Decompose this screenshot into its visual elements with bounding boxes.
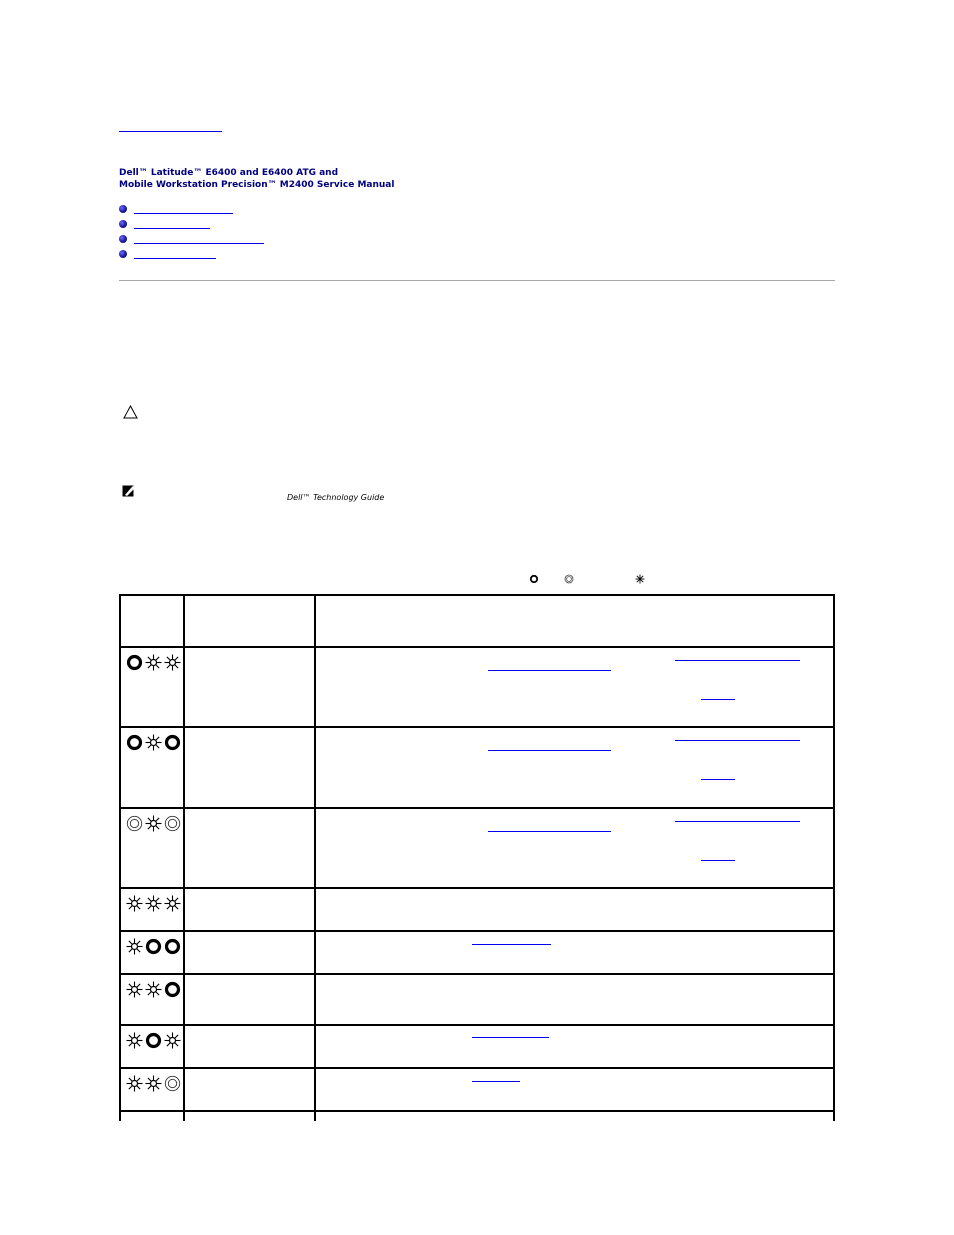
problem-cell xyxy=(184,727,315,808)
problem-cell xyxy=(184,1111,315,1121)
light-blinking-icon xyxy=(126,895,143,912)
resolution-cell xyxy=(315,931,834,974)
light-on-icon xyxy=(164,1075,181,1092)
toc-link-1[interactable] xyxy=(134,213,233,214)
section-divider xyxy=(119,280,835,281)
light-blinking-icon xyxy=(145,1075,162,1092)
status-light-group xyxy=(121,932,183,955)
table-row xyxy=(120,647,834,727)
light-on-icon xyxy=(164,815,181,832)
resolution-cell xyxy=(315,1068,834,1111)
manual-title-line-2: Mobile Workstation Precision™ M2400 Service Manual xyxy=(119,180,395,190)
legend-blinking-icon xyxy=(635,569,645,588)
bullet-icon xyxy=(119,220,127,228)
resolution-link[interactable] xyxy=(675,821,800,822)
light-on-icon xyxy=(126,815,143,832)
light-off-icon xyxy=(145,938,162,955)
table-row xyxy=(120,974,834,1025)
resolution-link[interactable] xyxy=(488,831,611,832)
light-blinking-icon xyxy=(145,815,162,832)
resolution-cell xyxy=(315,1111,834,1121)
status-light-group xyxy=(121,809,183,832)
bullet-icon xyxy=(119,205,127,213)
lights-cell xyxy=(120,727,184,808)
resolution-cell xyxy=(315,974,834,1025)
problem-cell xyxy=(184,888,315,931)
resolution-link[interactable] xyxy=(701,699,735,700)
table-row xyxy=(120,888,834,931)
light-off-icon xyxy=(126,734,143,751)
toc-link-4[interactable] xyxy=(134,258,216,259)
light-blinking-icon xyxy=(145,981,162,998)
resolution-link[interactable] xyxy=(472,944,551,945)
status-light-group xyxy=(121,1026,183,1049)
resolution-link[interactable] xyxy=(488,750,611,751)
table-row xyxy=(120,931,834,974)
light-blinking-icon xyxy=(145,654,162,671)
light-blinking-icon xyxy=(164,654,181,671)
light-blinking-icon xyxy=(164,1032,181,1049)
problem-cell xyxy=(184,808,315,888)
table-row xyxy=(120,808,834,888)
status-light-group xyxy=(121,975,183,998)
manual-title-line-1: Dell™ Latitude™ E6400 and E6400 ATG and xyxy=(119,168,339,178)
light-blinking-icon xyxy=(126,1032,143,1049)
resolution-cell xyxy=(315,727,834,808)
table-row xyxy=(120,1025,834,1068)
toc-link-3[interactable] xyxy=(134,243,264,244)
legend-on-icon xyxy=(564,569,574,588)
light-blinking-icon xyxy=(164,895,181,912)
status-light-group xyxy=(121,889,183,912)
lights-cell xyxy=(120,1068,184,1111)
top-nav-link[interactable] xyxy=(119,131,222,132)
light-blinking-icon xyxy=(126,938,143,955)
table-row xyxy=(120,1111,834,1121)
status-light-group xyxy=(121,728,183,751)
lights-cell xyxy=(120,1111,184,1121)
resolution-link[interactable] xyxy=(701,860,735,861)
header-cell-problem xyxy=(184,595,315,647)
resolution-link[interactable] xyxy=(488,670,611,671)
resolution-link[interactable] xyxy=(675,660,800,661)
problem-cell xyxy=(184,931,315,974)
problem-cell xyxy=(184,647,315,727)
resolution-cell xyxy=(315,808,834,888)
resolution-link[interactable] xyxy=(701,779,735,780)
resolution-link[interactable] xyxy=(472,1081,520,1082)
resolution-link[interactable] xyxy=(472,1037,549,1038)
light-blinking-icon xyxy=(145,734,162,751)
light-off-icon xyxy=(126,654,143,671)
lights-cell xyxy=(120,974,184,1025)
header-cell-resolution xyxy=(315,595,834,647)
lights-cell xyxy=(120,1025,184,1068)
table-row xyxy=(120,1068,834,1111)
note-pencil-icon xyxy=(122,483,136,502)
resolution-cell xyxy=(315,888,834,931)
light-off-icon xyxy=(164,734,181,751)
table-row xyxy=(120,727,834,808)
header-cell-lights xyxy=(120,595,184,647)
resolution-link[interactable] xyxy=(675,740,800,741)
lights-cell xyxy=(120,931,184,974)
problem-cell xyxy=(184,974,315,1025)
bullet-icon xyxy=(119,235,127,243)
caution-icon xyxy=(123,404,138,423)
light-blinking-icon xyxy=(145,895,162,912)
resolution-cell xyxy=(315,1025,834,1068)
light-off-icon xyxy=(164,938,181,955)
light-blinking-icon xyxy=(126,981,143,998)
light-blinking-icon xyxy=(126,1075,143,1092)
technology-guide-reference: Dell™ Technology Guide xyxy=(287,493,385,502)
status-light-group xyxy=(121,648,183,671)
lights-cell xyxy=(120,647,184,727)
lights-cell xyxy=(120,888,184,931)
problem-cell xyxy=(184,1068,315,1111)
problem-cell xyxy=(184,1025,315,1068)
status-light-group xyxy=(121,1069,183,1092)
light-off-icon xyxy=(145,1032,162,1049)
table-header-row xyxy=(120,595,834,647)
bullet-icon xyxy=(119,250,127,258)
lights-cell xyxy=(120,808,184,888)
status-light-table xyxy=(119,594,835,1121)
resolution-cell xyxy=(315,647,834,727)
legend-off-icon xyxy=(529,569,539,588)
toc-link-2[interactable] xyxy=(134,228,210,229)
light-off-icon xyxy=(164,981,181,998)
